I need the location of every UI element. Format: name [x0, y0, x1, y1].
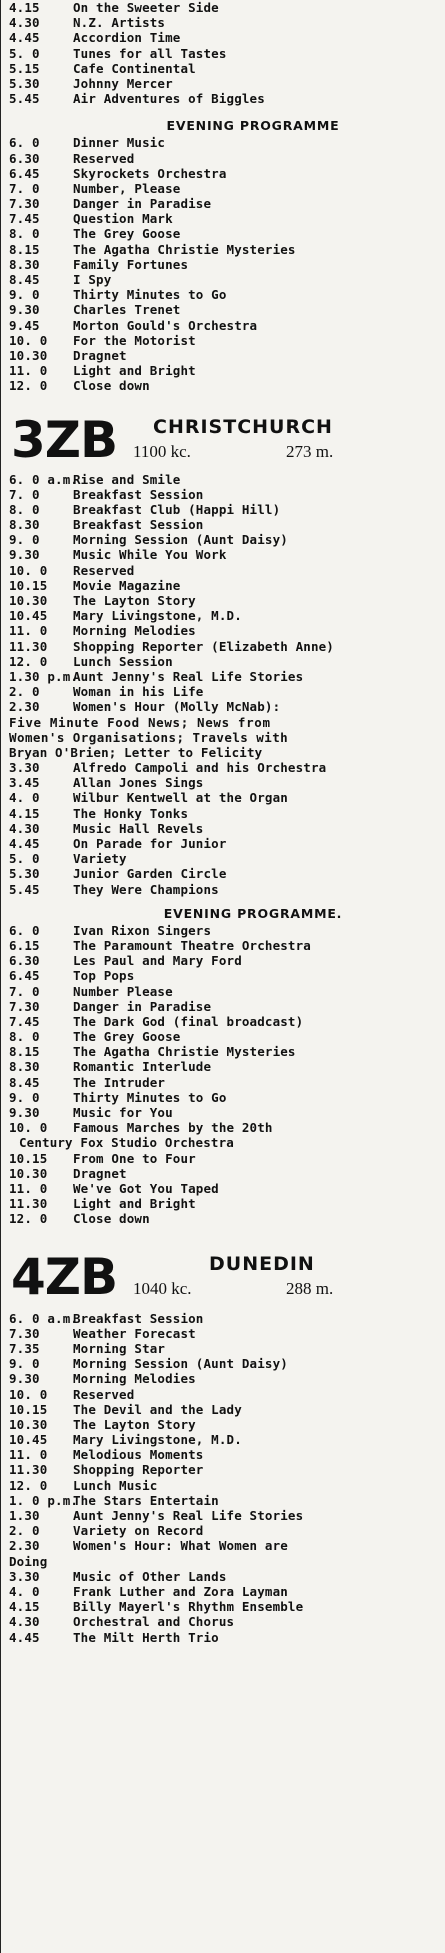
programme-entry — [9, 363, 437, 378]
entry-programme: On Parade for Junior — [73, 836, 227, 852]
entry-time: 2.30 — [9, 1538, 40, 1554]
programme-entry — [9, 623, 437, 638]
evening-programme-heading: EVENING PROGRAMME. — [163, 905, 343, 921]
programme-entry — [9, 302, 437, 317]
entry-time: 10.30 — [9, 1416, 48, 1432]
entry-time: 6.45 — [9, 165, 40, 181]
programme-entry — [9, 1196, 437, 1211]
programme-entry — [9, 166, 437, 181]
entry-programme: We've Got You Taped — [73, 1181, 219, 1196]
entry-programme: Morning Session (Aunt Daisy) — [73, 532, 288, 548]
entry-time: 6.45 — [9, 968, 40, 984]
entry-programme: Orchestral and Chorus — [73, 1614, 235, 1630]
entry-time: 10.15 — [9, 1401, 48, 1417]
entry-programme: Billy Mayerl's Rhythm Ensemble — [73, 1599, 304, 1615]
entry-time: 12. 0 — [9, 378, 48, 394]
entry-programme: Dinner Music — [73, 135, 166, 151]
entry-time: 12. 0 — [9, 653, 48, 669]
entry-programme: On the Sweeter Side — [73, 0, 219, 15]
entry-programme: Shopping Reporter (Elizabeth Anne) — [73, 638, 334, 654]
entry-time: 4.45 — [9, 836, 40, 852]
programme-entry — [9, 968, 437, 983]
entry-programme: Music Hall Revels — [73, 820, 204, 836]
programme-entry — [9, 1432, 437, 1447]
programme-entry — [9, 1614, 437, 1629]
entry-time: 7.30 — [9, 1325, 40, 1341]
entry-time: 10. 0 — [9, 332, 48, 348]
programme-entry — [9, 1075, 437, 1090]
entry-time: 9. 0 — [9, 287, 40, 303]
programme-entry — [9, 76, 437, 91]
programme-entry — [9, 1402, 437, 1417]
entry-programme: Music While You Work — [73, 547, 227, 563]
entry-programme: Number, Please — [73, 180, 181, 196]
entry-time: 11. 0 — [9, 623, 48, 639]
entry-programme: The Dark God (final broadcast) — [73, 1013, 304, 1029]
entry-programme: Music of Other Lands — [73, 1568, 227, 1584]
entry-programme: Number Please — [73, 983, 173, 999]
entry-programme: The Agatha Christie Mysteries — [73, 241, 296, 257]
programme-entry — [9, 181, 437, 196]
programme-entry — [9, 1029, 437, 1044]
entry-programme: The Milt Herth Trio — [73, 1629, 219, 1645]
entry-time: 8.15 — [9, 241, 40, 257]
entry-time: 5.45 — [9, 91, 40, 107]
programme-entry — [9, 1044, 437, 1059]
entry-programme: Breakfast Club (Happi Hill) — [73, 501, 281, 517]
programme-entry — [9, 999, 437, 1014]
entry-time: 10.45 — [9, 608, 48, 624]
programme-entry — [9, 1311, 437, 1326]
entry-programme: Women's Hour: What Women are — [73, 1538, 288, 1554]
entry-programme: Dragnet — [73, 1165, 127, 1181]
programme-entry — [9, 760, 437, 775]
entry-programme: Music for You — [73, 1105, 173, 1121]
programme-entry — [9, 517, 437, 532]
programme-entry — [9, 348, 437, 363]
programme-entry — [9, 1493, 437, 1508]
entry-programme: Famous Marches by the 20th — [73, 1120, 273, 1136]
entry-time: 8. 0 — [9, 1029, 40, 1045]
entry-programme: For the Motorist — [73, 332, 196, 348]
entry-programme: Johnny Mercer — [73, 75, 173, 91]
entry-time: 6.30 — [9, 150, 40, 166]
programme-entry — [9, 1090, 437, 1105]
entry-time: 6. 0 a.m. — [9, 471, 79, 487]
entry-time: 1.30 — [9, 1508, 40, 1523]
programme-entry — [9, 1387, 437, 1402]
programme-entry — [9, 790, 437, 805]
programme-entry — [9, 1151, 437, 1166]
entry-time: 8.15 — [9, 1044, 40, 1060]
entry-time: 8.30 — [9, 1059, 40, 1075]
station-city: CHRISTCHURCH — [153, 415, 333, 438]
christchurch-schedule — [9, 472, 437, 715]
entry-time: 7. 0 — [9, 983, 40, 999]
entry-programme: The Stars Entertain — [73, 1492, 219, 1508]
entry-time: 3.45 — [9, 775, 40, 791]
entry-programme: Weather Forecast — [73, 1325, 196, 1341]
entry-time: 5. 0 — [9, 45, 40, 61]
entry-time: 10.45 — [9, 1432, 48, 1448]
programme-entry — [9, 15, 437, 30]
programme-entry — [9, 699, 437, 714]
entry-programme: Thirty Minutes to Go — [73, 287, 227, 303]
entry-programme: Aunt Jenny's Real Life Stories — [73, 1508, 304, 1523]
programme-entry — [9, 1166, 437, 1181]
programme-entry — [9, 654, 437, 669]
entry-programme: Accordion Time — [73, 30, 181, 46]
entry-time: 10. 0 — [9, 1120, 48, 1136]
programme-entry — [9, 1462, 437, 1477]
programme-entry — [9, 547, 437, 562]
entry-programme: Shopping Reporter — [73, 1462, 204, 1478]
entry-programme: They Were Champions — [73, 881, 219, 897]
entry-time: 8.30 — [9, 256, 40, 272]
dunedin-schedule-afternoon — [9, 1569, 437, 1645]
entry-time: 7.45 — [9, 1013, 40, 1029]
programme-entry — [9, 151, 437, 166]
entry-time: 9. 0 — [9, 1356, 40, 1372]
entry-programme: The Layton Story — [73, 593, 196, 608]
programme-entry — [9, 608, 437, 623]
programme-entry — [9, 1523, 437, 1538]
entry-time: 11.30 — [9, 1462, 48, 1478]
entry-programme: Mary Livingstone, M.D. — [73, 1432, 242, 1448]
dunedin-schedule — [9, 1311, 437, 1554]
programme-entry — [9, 502, 437, 517]
programme-entry — [9, 1508, 437, 1523]
entry-programme: Morning Melodies — [73, 623, 196, 639]
entry-programme: Women's Hour (Molly McNab): — [73, 699, 281, 715]
entry-time: 11.30 — [9, 638, 48, 654]
entry-programme: Wilbur Kentwell at the Organ — [73, 790, 288, 806]
entry-programme: Breakfast Session — [73, 486, 204, 502]
entry-programme: The Honky Tonks — [73, 805, 189, 821]
programme-entry — [9, 1341, 437, 1356]
christchurch-evening-late — [9, 1151, 437, 1227]
entry-time: 5. 0 — [9, 851, 40, 867]
programme-entry — [9, 378, 437, 393]
entry-programme: Frank Luther and Zora Layman — [73, 1583, 288, 1599]
programme-entry — [9, 242, 437, 257]
entry-time: 6.30 — [9, 953, 40, 969]
entry-programme: Skyrockets Orchestra — [73, 165, 227, 181]
entry-programme: Thirty Minutes to Go — [73, 1089, 227, 1105]
entry-time: 9.30 — [9, 302, 40, 318]
entry-programme: Charles Trenet — [73, 302, 181, 318]
christchurch-schedule-afternoon — [9, 760, 437, 897]
entry-programme: Family Fortunes — [73, 256, 189, 272]
entry-programme: Lunch Session — [73, 653, 173, 669]
entry-programme: Breakfast Session — [73, 517, 204, 533]
programme-entry — [9, 257, 437, 272]
programme-entry — [9, 669, 437, 684]
entry-programme: Air Adventures of Biggles — [73, 91, 265, 107]
entry-time: 6. 0 — [9, 922, 40, 938]
entry-programme: Ivan Rixon Singers — [73, 922, 212, 938]
entry-time: 5.15 — [9, 60, 40, 76]
entry-programme: Morton Gould's Orchestra — [73, 317, 258, 333]
entry-time: 4.15 — [9, 1599, 40, 1615]
entry-programme: Junior Garden Circle — [73, 866, 227, 882]
entry-programme: Variety on Record — [73, 1523, 204, 1539]
entry-programme: Alfredo Campoli and his Orchestra — [73, 760, 327, 776]
programme-entry — [9, 487, 437, 502]
programme-entry — [9, 1584, 437, 1599]
entry-time: 10.15 — [9, 577, 48, 593]
programme-entry — [9, 821, 437, 836]
entry-time: 12. 0 — [9, 1477, 48, 1493]
programme-entry — [9, 984, 437, 999]
entry-time: 4. 0 — [9, 790, 40, 806]
station-wavelength: 273 m. — [286, 441, 334, 461]
programme-entry — [9, 1538, 437, 1553]
station-header-4zb — [9, 1249, 437, 1305]
top-schedule — [9, 0, 437, 106]
programme-entry — [9, 135, 437, 150]
entry-programme: Light and Bright — [73, 1196, 196, 1212]
entry-time: 7.30 — [9, 196, 40, 212]
entry-programme: The Grey Goose — [73, 226, 181, 242]
programme-entry — [9, 1371, 437, 1386]
programme-entry — [9, 61, 437, 76]
programme-entry — [9, 1014, 437, 1029]
entry-time: 9.45 — [9, 317, 40, 333]
entry-time: 8. 0 — [9, 226, 40, 242]
entry-programme: Rise and Smile — [73, 471, 181, 487]
entry-programme: Reserved — [73, 150, 135, 166]
entry-programme: Reserved — [73, 1386, 135, 1402]
entry-time: 2.30 — [9, 699, 40, 715]
entry-programme: The Devil and the Lady — [73, 1401, 242, 1417]
entry-programme: The Grey Goose — [73, 1029, 181, 1045]
entry-time: 2. 0 — [9, 684, 40, 700]
station-wavelength: 288 m. — [286, 1278, 334, 1298]
station-frequency: 1100 kc. — [133, 441, 191, 461]
entry-time: 9.30 — [9, 1105, 40, 1121]
entry-time: 8. 0 — [9, 501, 40, 517]
entry-time: 10. 0 — [9, 562, 48, 578]
programme-entry — [9, 1120, 437, 1135]
entry-time: 10.30 — [9, 1165, 48, 1181]
entry-time: 4.45 — [9, 1629, 40, 1645]
programme-entry — [9, 1211, 437, 1226]
entry-time: 4.30 — [9, 15, 40, 31]
entry-time: 3.30 — [9, 1568, 40, 1584]
programme-continuation: Five Minute Food News; News from — [9, 714, 271, 730]
programme-entry — [9, 1105, 437, 1120]
programme-entry — [9, 0, 437, 15]
programme-entry — [9, 196, 437, 211]
evening-programme-heading: EVENING PROGRAMME — [166, 118, 340, 134]
programme-entry — [9, 593, 437, 608]
entry-programme: Close down — [73, 1211, 150, 1227]
programme-entry — [9, 1447, 437, 1462]
entry-time: 4.15 — [9, 0, 40, 15]
entry-programme: Melodious Moments — [73, 1447, 204, 1463]
entry-time: 11. 0 — [9, 363, 48, 379]
programme-entry — [9, 272, 437, 287]
entry-time: 3.30 — [9, 760, 40, 776]
programme-entry — [9, 775, 437, 790]
entry-programme: Breakfast Session — [73, 1310, 204, 1326]
entry-time: 9. 0 — [9, 532, 40, 548]
programme-entry — [9, 287, 437, 302]
entry-time: 4.30 — [9, 820, 40, 836]
programme-continuation: Women's Organisations; Travels with — [9, 729, 289, 745]
programme-entry — [9, 1059, 437, 1074]
entry-programme: Morning Star — [73, 1340, 166, 1356]
programme-entry — [9, 1417, 437, 1432]
programme-entry — [9, 91, 437, 106]
entry-time: 10.30 — [9, 347, 48, 363]
entry-programme: Morning Session (Aunt Daisy) — [73, 1356, 288, 1372]
entry-programme: Lunch Music — [73, 1477, 158, 1493]
entry-programme: Reserved — [73, 562, 135, 578]
entry-time: 9. 0 — [9, 1089, 40, 1105]
programme-continuation: Doing — [9, 1553, 48, 1569]
entry-programme: Dragnet — [73, 347, 127, 363]
entry-time: 4.15 — [9, 805, 40, 821]
programme-entry — [9, 923, 437, 938]
programme-entry — [9, 318, 437, 333]
station-header-3zb — [9, 412, 437, 468]
entry-time: 6. 0 — [9, 135, 40, 151]
programme-entry — [9, 226, 437, 241]
entry-programme: Mary Livingstone, M.D. — [73, 608, 242, 624]
entry-programme: Les Paul and Mary Ford — [73, 953, 242, 969]
entry-time: 7.45 — [9, 211, 40, 227]
entry-time: 8.30 — [9, 517, 40, 533]
entry-time: 1. 0 p.m. — [9, 1492, 79, 1508]
programme-entry — [9, 46, 437, 61]
station-frequency: 1040 kc. — [133, 1278, 192, 1298]
entry-time: 5.30 — [9, 75, 40, 91]
entry-programme: Light and Bright — [73, 363, 196, 379]
entry-time: 7.35 — [9, 1340, 40, 1356]
entry-programme: From One to Four — [73, 1150, 196, 1166]
entry-time: 7. 0 — [9, 486, 40, 502]
programme-entry — [9, 211, 437, 226]
entry-time: 6.15 — [9, 937, 40, 953]
entry-time: 1.30 p.m. — [9, 668, 79, 684]
programme-entry — [9, 1630, 437, 1645]
programme-entry — [9, 836, 437, 851]
entry-time: 12. 0 — [9, 1211, 48, 1227]
entry-programme: The Agatha Christie Mysteries — [73, 1044, 296, 1060]
entry-programme: The Layton Story — [73, 1416, 196, 1432]
entry-time: 8.45 — [9, 272, 40, 287]
programme-entry — [9, 30, 437, 45]
entry-time: 10.15 — [9, 1150, 48, 1166]
entry-programme: Danger in Paradise — [73, 196, 212, 212]
programme-entry — [9, 806, 437, 821]
programme-continuation: Bryan O'Brien; Letter to Felicity — [9, 744, 263, 760]
entry-time: 7.30 — [9, 998, 40, 1014]
entry-programme: Variety — [73, 851, 127, 867]
entry-time: 5.30 — [9, 866, 40, 882]
entry-programme: The Paramount Theatre Orchestra — [73, 937, 311, 953]
programme-entry — [9, 866, 437, 881]
entry-programme: Movie Magazine — [73, 577, 181, 593]
programme-entry — [9, 882, 437, 897]
programme-entry — [9, 639, 437, 654]
entry-programme: Top Pops — [73, 968, 135, 984]
programme-entry — [9, 684, 437, 699]
entry-time: 9.30 — [9, 1371, 40, 1387]
programme-entry — [9, 851, 437, 866]
entry-time: 8.45 — [9, 1074, 40, 1090]
entry-time: 2. 0 — [9, 1523, 40, 1539]
entry-programme: Romantic Interlude — [73, 1059, 212, 1075]
entry-time: 4.45 — [9, 30, 40, 46]
station-callsign: 3ZB — [11, 410, 118, 469]
programme-entry — [9, 1599, 437, 1614]
station-callsign: 4ZB — [11, 1247, 118, 1306]
entry-time: 6. 0 a.m. — [9, 1310, 79, 1326]
entry-programme: Tunes for all Tastes — [73, 45, 227, 61]
entry-programme: N.Z. Artists — [73, 15, 166, 31]
programme-entry — [9, 1478, 437, 1493]
programme-entry — [9, 1569, 437, 1584]
entry-programme: Cafe Continental — [73, 60, 196, 76]
entry-time: 10. 0 — [9, 1386, 48, 1402]
entry-time: 11.30 — [9, 1196, 48, 1212]
entry-programme: Allan Jones Sings — [73, 775, 204, 791]
programme-entry — [9, 953, 437, 968]
entry-time: 9.30 — [9, 547, 40, 563]
entry-programme: Question Mark — [73, 211, 173, 227]
entry-programme: Danger in Paradise — [73, 998, 212, 1014]
programme-entry — [9, 578, 437, 593]
programme-entry — [9, 1356, 437, 1371]
entry-programme: Woman in his Life — [73, 684, 204, 700]
programme-continuation: Century Fox Studio Orchestra — [19, 1135, 234, 1151]
programme-entry — [9, 1181, 437, 1196]
programme-entry — [9, 938, 437, 953]
station-city: DUNEDIN — [209, 1252, 315, 1275]
christchurch-evening-schedule — [9, 923, 437, 1136]
entry-time: 4.30 — [9, 1614, 40, 1630]
entry-time: 10.30 — [9, 593, 48, 608]
entry-programme: The Intruder — [73, 1074, 166, 1090]
top-evening-schedule — [9, 135, 437, 393]
entry-time: 5.45 — [9, 881, 40, 897]
entry-time: 7. 0 — [9, 180, 40, 196]
entry-programme: I Spy — [73, 272, 112, 287]
programme-entry — [9, 333, 437, 348]
entry-programme: Morning Melodies — [73, 1371, 196, 1387]
programme-entry — [9, 472, 437, 487]
entry-programme: Aunt Jenny's Real Life Stories — [73, 668, 304, 684]
programme-entry — [9, 1326, 437, 1341]
entry-programme: Close down — [73, 378, 150, 394]
programme-entry — [9, 532, 437, 547]
entry-time: 4. 0 — [9, 1583, 40, 1599]
entry-time: 11. 0 — [9, 1447, 48, 1463]
programme-entry — [9, 563, 437, 578]
entry-time: 11. 0 — [9, 1181, 48, 1196]
